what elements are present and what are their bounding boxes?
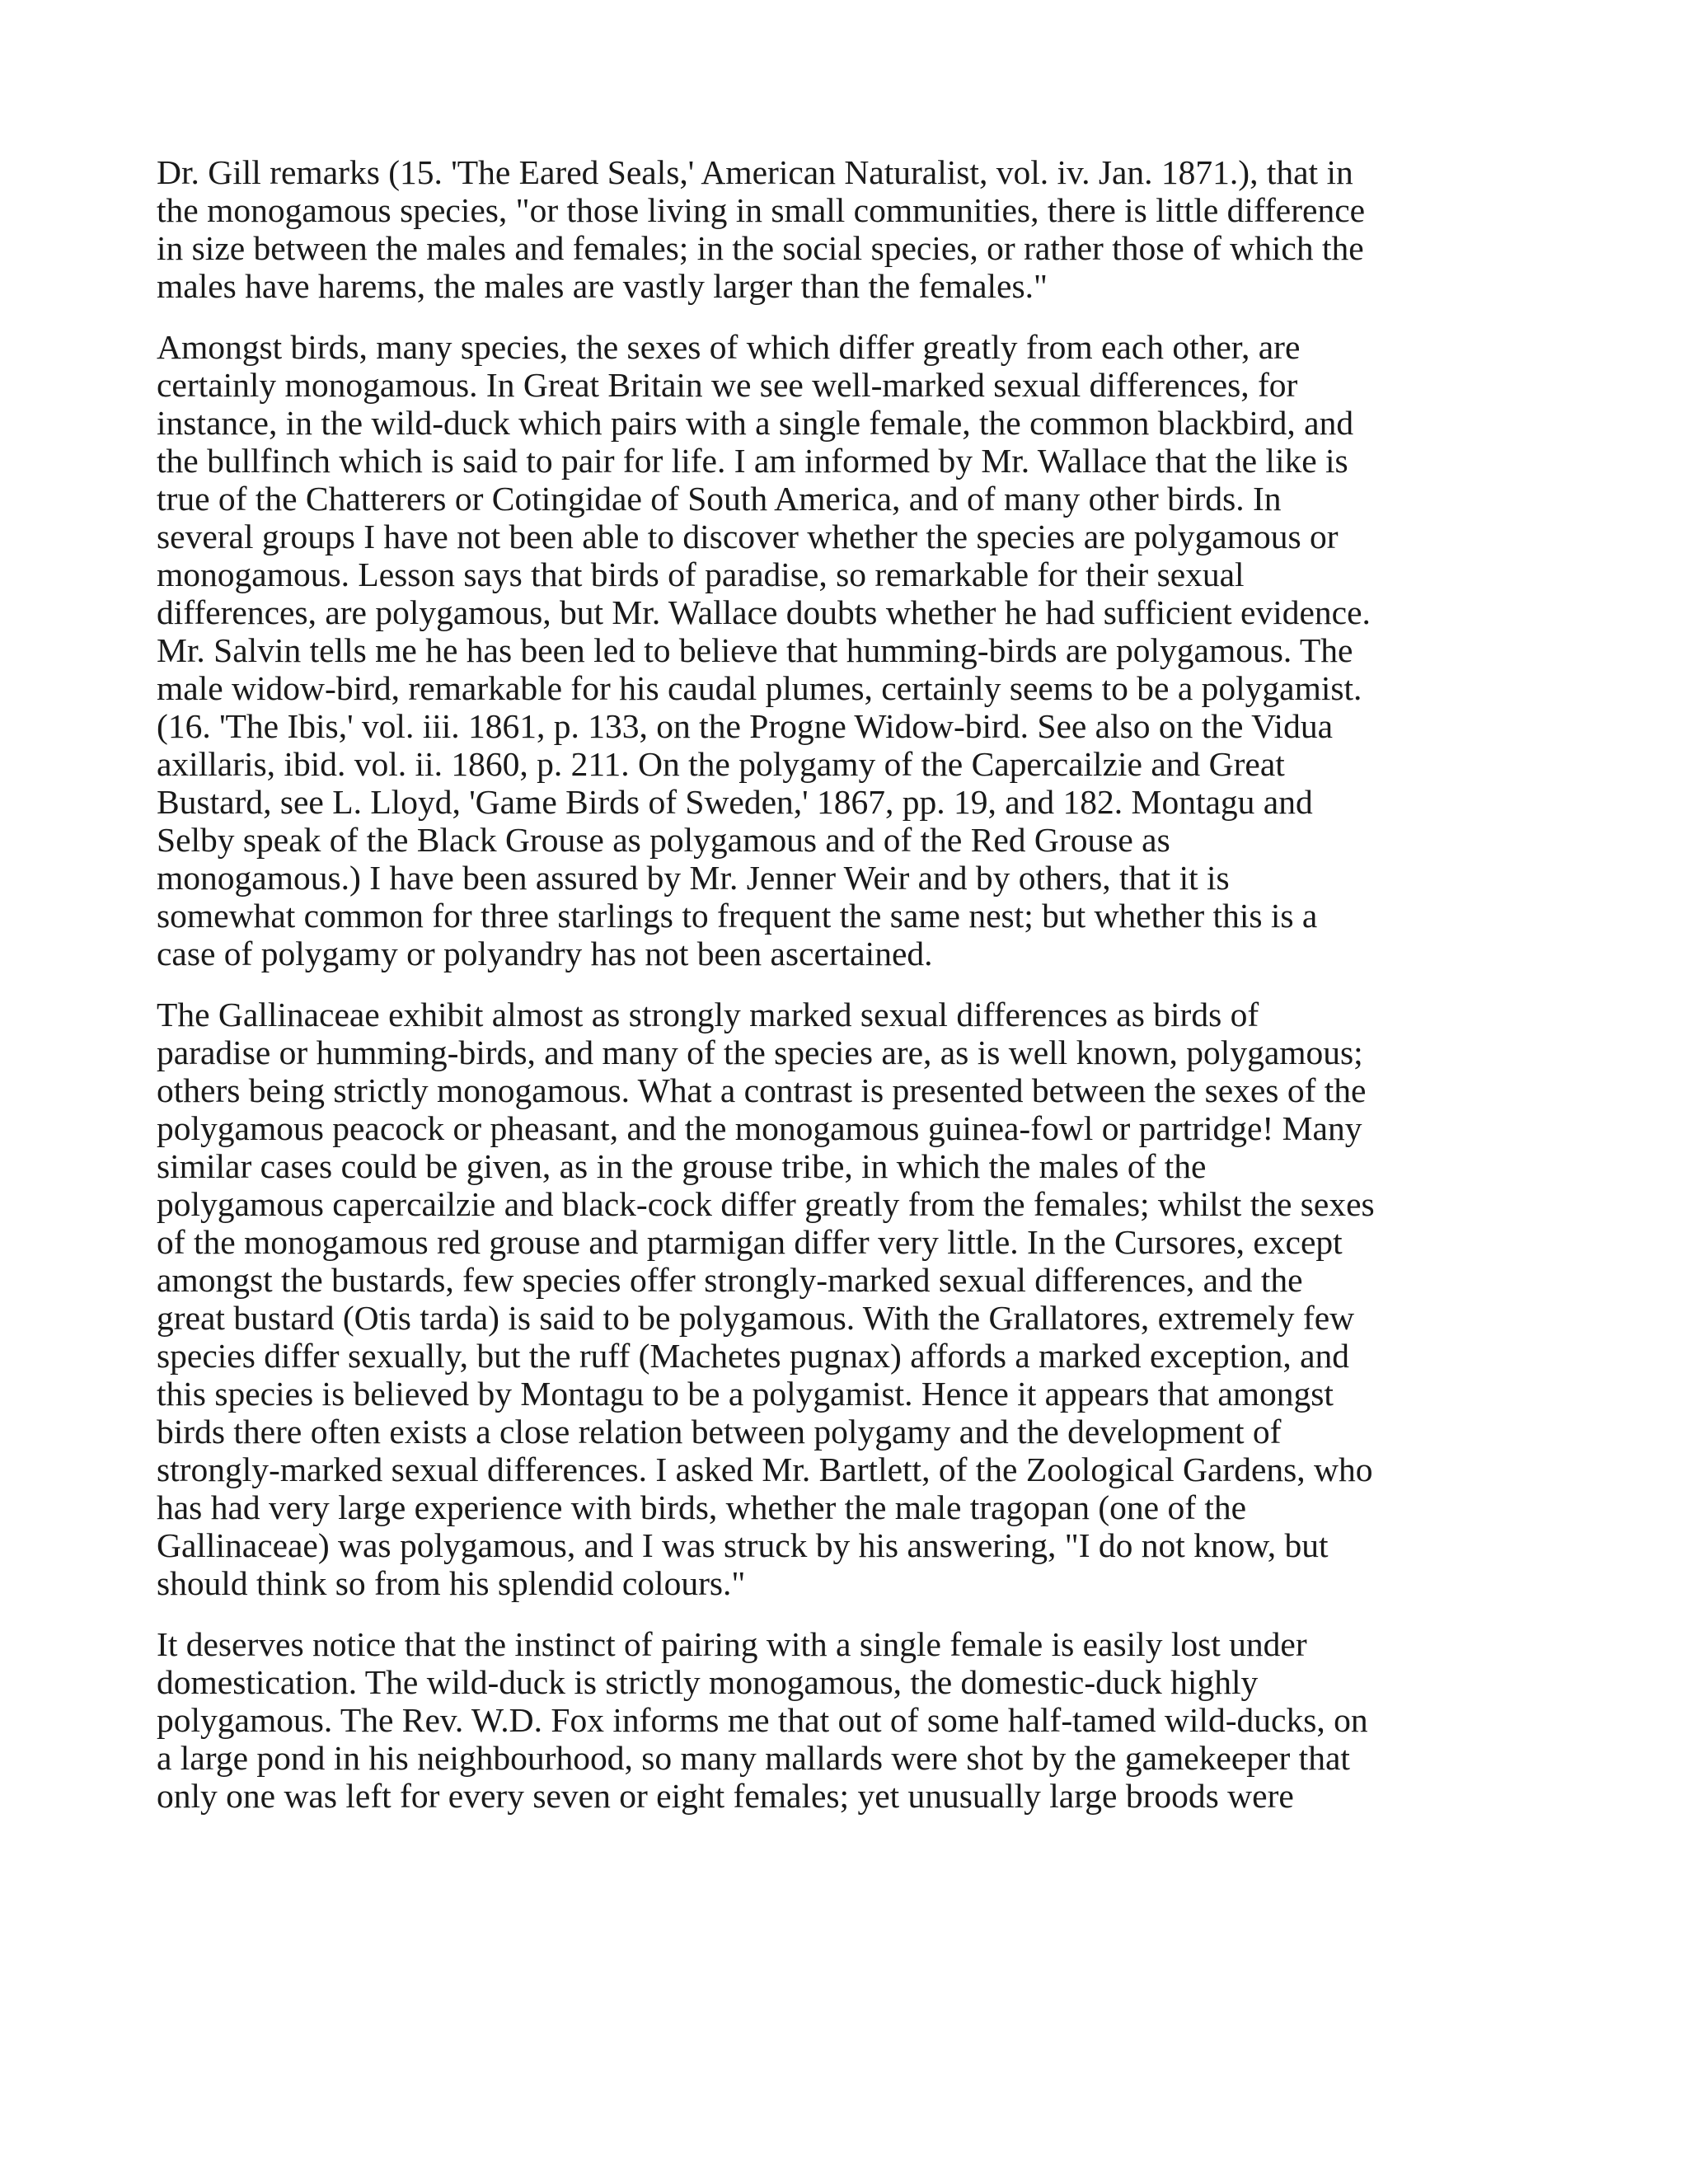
text-line: Mr. Salvin tells me he has been led to believe that humming-birds are polygamous. The [157, 631, 1353, 669]
text-line: polygamous peacock or pheasant, and the monogamous guinea-fowl or partridge! Many [157, 1109, 1362, 1147]
text-line: paradise or humming-birds, and many of the species are, as is well known, polygamous; [157, 1033, 1363, 1071]
text-line: polygamous. The Rev. W.D. Fox informs me that out of some half-tamed wild-ducks, on [157, 1701, 1368, 1739]
text-line: polygamous capercailzie and black-cock differ greatly from the females; whilst the sexes [157, 1185, 1375, 1223]
text-line: Amongst birds, many species, the sexes of which differ greatly from each other, are [157, 328, 1301, 366]
text-line: only one was left for every seven or eight females; yet unusually large broods were [157, 1777, 1294, 1815]
text-line: instance, in the wild-duck which pairs with a single female, the common blackbird, and [157, 404, 1354, 442]
text-line: strongly-marked sexual differences. I asked Mr. Bartlett, of the Zoological Gardens, who [157, 1451, 1373, 1488]
text-line: Selby speak of the Black Grouse as polygamous and of the Red Grouse as [157, 821, 1170, 859]
text-line: in size between the males and females; in the social species, or rather those of which the [157, 229, 1364, 267]
text-line: true of the Chatterers or Cotingidae of South America, and of many other birds. In [157, 480, 1282, 518]
document-page [157, 153, 1550, 1838]
text-line: the monogamous species, "or those living in small communities, there is little difference [157, 191, 1366, 229]
text-line: this species is believed by Montagu to be a polygamist. Hence it appears that amongst [157, 1375, 1334, 1413]
text-line: axillaris, ibid. vol. ii. 1860, p. 211. On the polygamy of the Capercailzie and Great [157, 745, 1285, 783]
text-line: case of polygamy or polyandry has not been ascertained. [157, 935, 933, 972]
text-line: monogamous. Lesson says that birds of paradise, so remarkable for their sexual [157, 555, 1245, 593]
text-line: Dr. Gill remarks (15. 'The Eared Seals,' American Naturalist, vol. iv. Jan. 1871.), that in [157, 153, 1353, 191]
text-line: similar cases could be given, as in the grouse tribe, in which the males of the [157, 1147, 1207, 1185]
text-line: Gallinaceae) was polygamous, and I was struck by his answering, "I do not know, but [157, 1526, 1329, 1564]
text-line: species differ sexually, but the ruff (Machetes pugnax) affords a marked exception, and [157, 1337, 1349, 1375]
text-line: others being strictly monogamous. What a contrast is presented between the sexes of the [157, 1071, 1367, 1109]
paragraph-3 [157, 996, 1550, 1602]
text-line: amongst the bustards, few species offer strongly-marked sexual differences, and the [157, 1261, 1303, 1299]
text-line: should think so from his splendid colours." [157, 1564, 746, 1602]
text-line: domestication. The wild-duck is strictly monogamous, the domestic-duck highly [157, 1663, 1259, 1701]
text-line: (16. 'The Ibis,' vol. iii. 1861, p. 133, on the Progne Widow-bird. See also on the Vidua [157, 707, 1334, 745]
text-line: The Gallinaceae exhibit almost as strongly marked sexual differences as birds of [157, 996, 1259, 1033]
paragraph-2 [157, 328, 1550, 972]
text-line: differences, are polygamous, but Mr. Wallace doubts whether he had sufficient evidence. [157, 593, 1371, 631]
text-line: certainly monogamous. In Great Britain we see well-marked sexual differences, for [157, 366, 1298, 404]
paragraph-4 [157, 1625, 1550, 1815]
paragraph-1 [157, 153, 1550, 305]
text-line: It deserves notice that the instinct of pairing with a single female is easily lost under [157, 1625, 1307, 1663]
text-line: males have harems, the males are vastly larger than the females." [157, 267, 1048, 305]
text-line: great bustard (Otis tarda) is said to be polygamous. With the Grallatores, extremely few [157, 1299, 1355, 1337]
text-line: several groups I have not been able to discover whether the species are polygamous or [157, 518, 1339, 555]
text-line: the bullfinch which is said to pair for life. I am informed by Mr. Wallace that the like is [157, 442, 1348, 480]
text-line: has had very large experience with birds, whether the male tragopan (one of the [157, 1488, 1247, 1526]
text-line: a large pond in his neighbourhood, so many mallards were shot by the gamekeeper that [157, 1739, 1350, 1777]
text-line: monogamous.) I have been assured by Mr. Jenner Weir and by others, that it is [157, 859, 1230, 897]
text-line: birds there often exists a close relation between polygamy and the development of [157, 1413, 1282, 1451]
text-line: of the monogamous red grouse and ptarmigan differ very little. In the Cursores, except [157, 1223, 1343, 1261]
text-line: somewhat common for three starlings to frequent the same nest; but whether this is a [157, 897, 1318, 935]
text-line: male widow-bird, remarkable for his caudal plumes, certainly seems to be a polygamist. [157, 669, 1362, 707]
text-line: Bustard, see L. Lloyd, 'Game Birds of Sweden,' 1867, pp. 19, and 182. Montagu and [157, 783, 1313, 821]
